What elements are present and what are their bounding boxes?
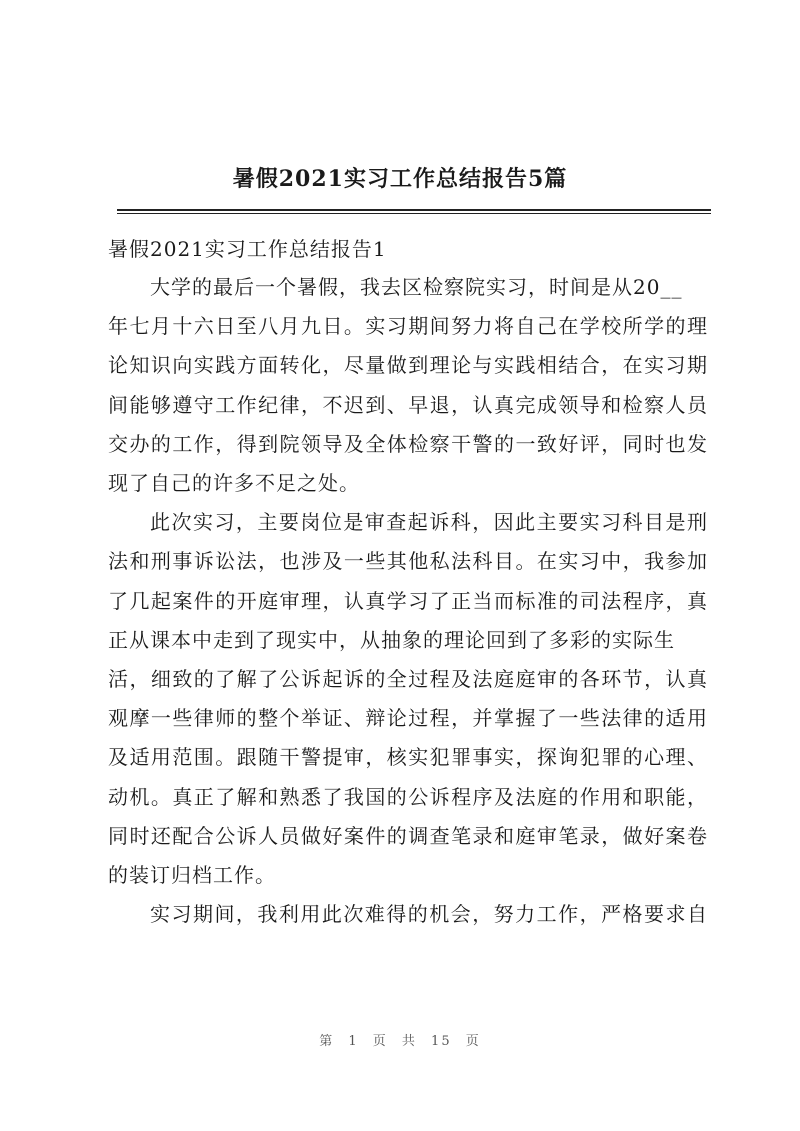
paragraph-line: 观摩一些律师的整个举证、辩论过程，并掌握了一些法律的适用 xyxy=(108,706,708,731)
paragraph-line: 法和刑事诉讼法，也涉及一些其他私法科目。在实习中，我参加 xyxy=(108,549,708,574)
document-body xyxy=(108,230,708,934)
paragraph-line: 及适用范围。跟随干警提审，核实犯罪事实，探询犯罪的心理、 xyxy=(108,745,708,770)
paragraph-line: 此次实习，主要岗位是审查起诉科，因此主要实习科目是刑 xyxy=(150,510,708,535)
paragraph-line: 间能够遵守工作纪律，不迟到、早退，认真完成领导和检察人员 xyxy=(108,392,708,417)
paragraph-line: 同时还配合公诉人员做好案件的调查笔录和庭审笔录，做好案卷 xyxy=(108,823,708,848)
paragraph-2 xyxy=(108,503,708,895)
section-heading: 暑假2021实习工作总结报告1 xyxy=(108,237,387,261)
paragraph-line: 的装订归档工作。 xyxy=(108,863,276,888)
paragraph-line: 动机。真正了解和熟悉了我国的公诉程序及法庭的作用和职能， xyxy=(108,784,708,809)
page-footer: 第 1 页 共 15 页 xyxy=(319,1034,481,1049)
paragraph-line: 大学的最后一个暑假，我去区检察院实习，时间是从20__ xyxy=(150,275,683,299)
paragraph-line: 实习期间，我利用此次难得的机会，努力工作，严格要求自 xyxy=(150,902,708,927)
paragraph-line: 了几起案件的开庭审理，认真学习了正当而标准的司法程序，真 xyxy=(108,588,708,613)
paragraph-line: 论知识向实践方面转化，尽量做到理论与实践相结合，在实习期 xyxy=(108,353,708,378)
paragraph-line: 现了自己的许多不足之处。 xyxy=(108,471,360,496)
paragraph-line: 年七月十六日至八月九日。实习期间努力将自己在学校所学的理 xyxy=(108,314,708,339)
paragraph-line: 正从课本中走到了现实中，从抽象的理论回到了多彩的实际生 xyxy=(108,627,675,652)
paragraph-3 xyxy=(108,895,708,934)
document-title: 暑假2021实习工作总结报告5篇 xyxy=(232,166,568,192)
paragraph-1 xyxy=(108,268,708,503)
paragraph-line: 交办的工作，得到院领导及全体检察干警的一致好评，同时也发 xyxy=(108,431,708,456)
paragraph-line: 活，细致的了解了公诉起诉的全过程及法庭庭审的各环节，认真 xyxy=(108,667,708,692)
title-divider xyxy=(117,209,711,214)
